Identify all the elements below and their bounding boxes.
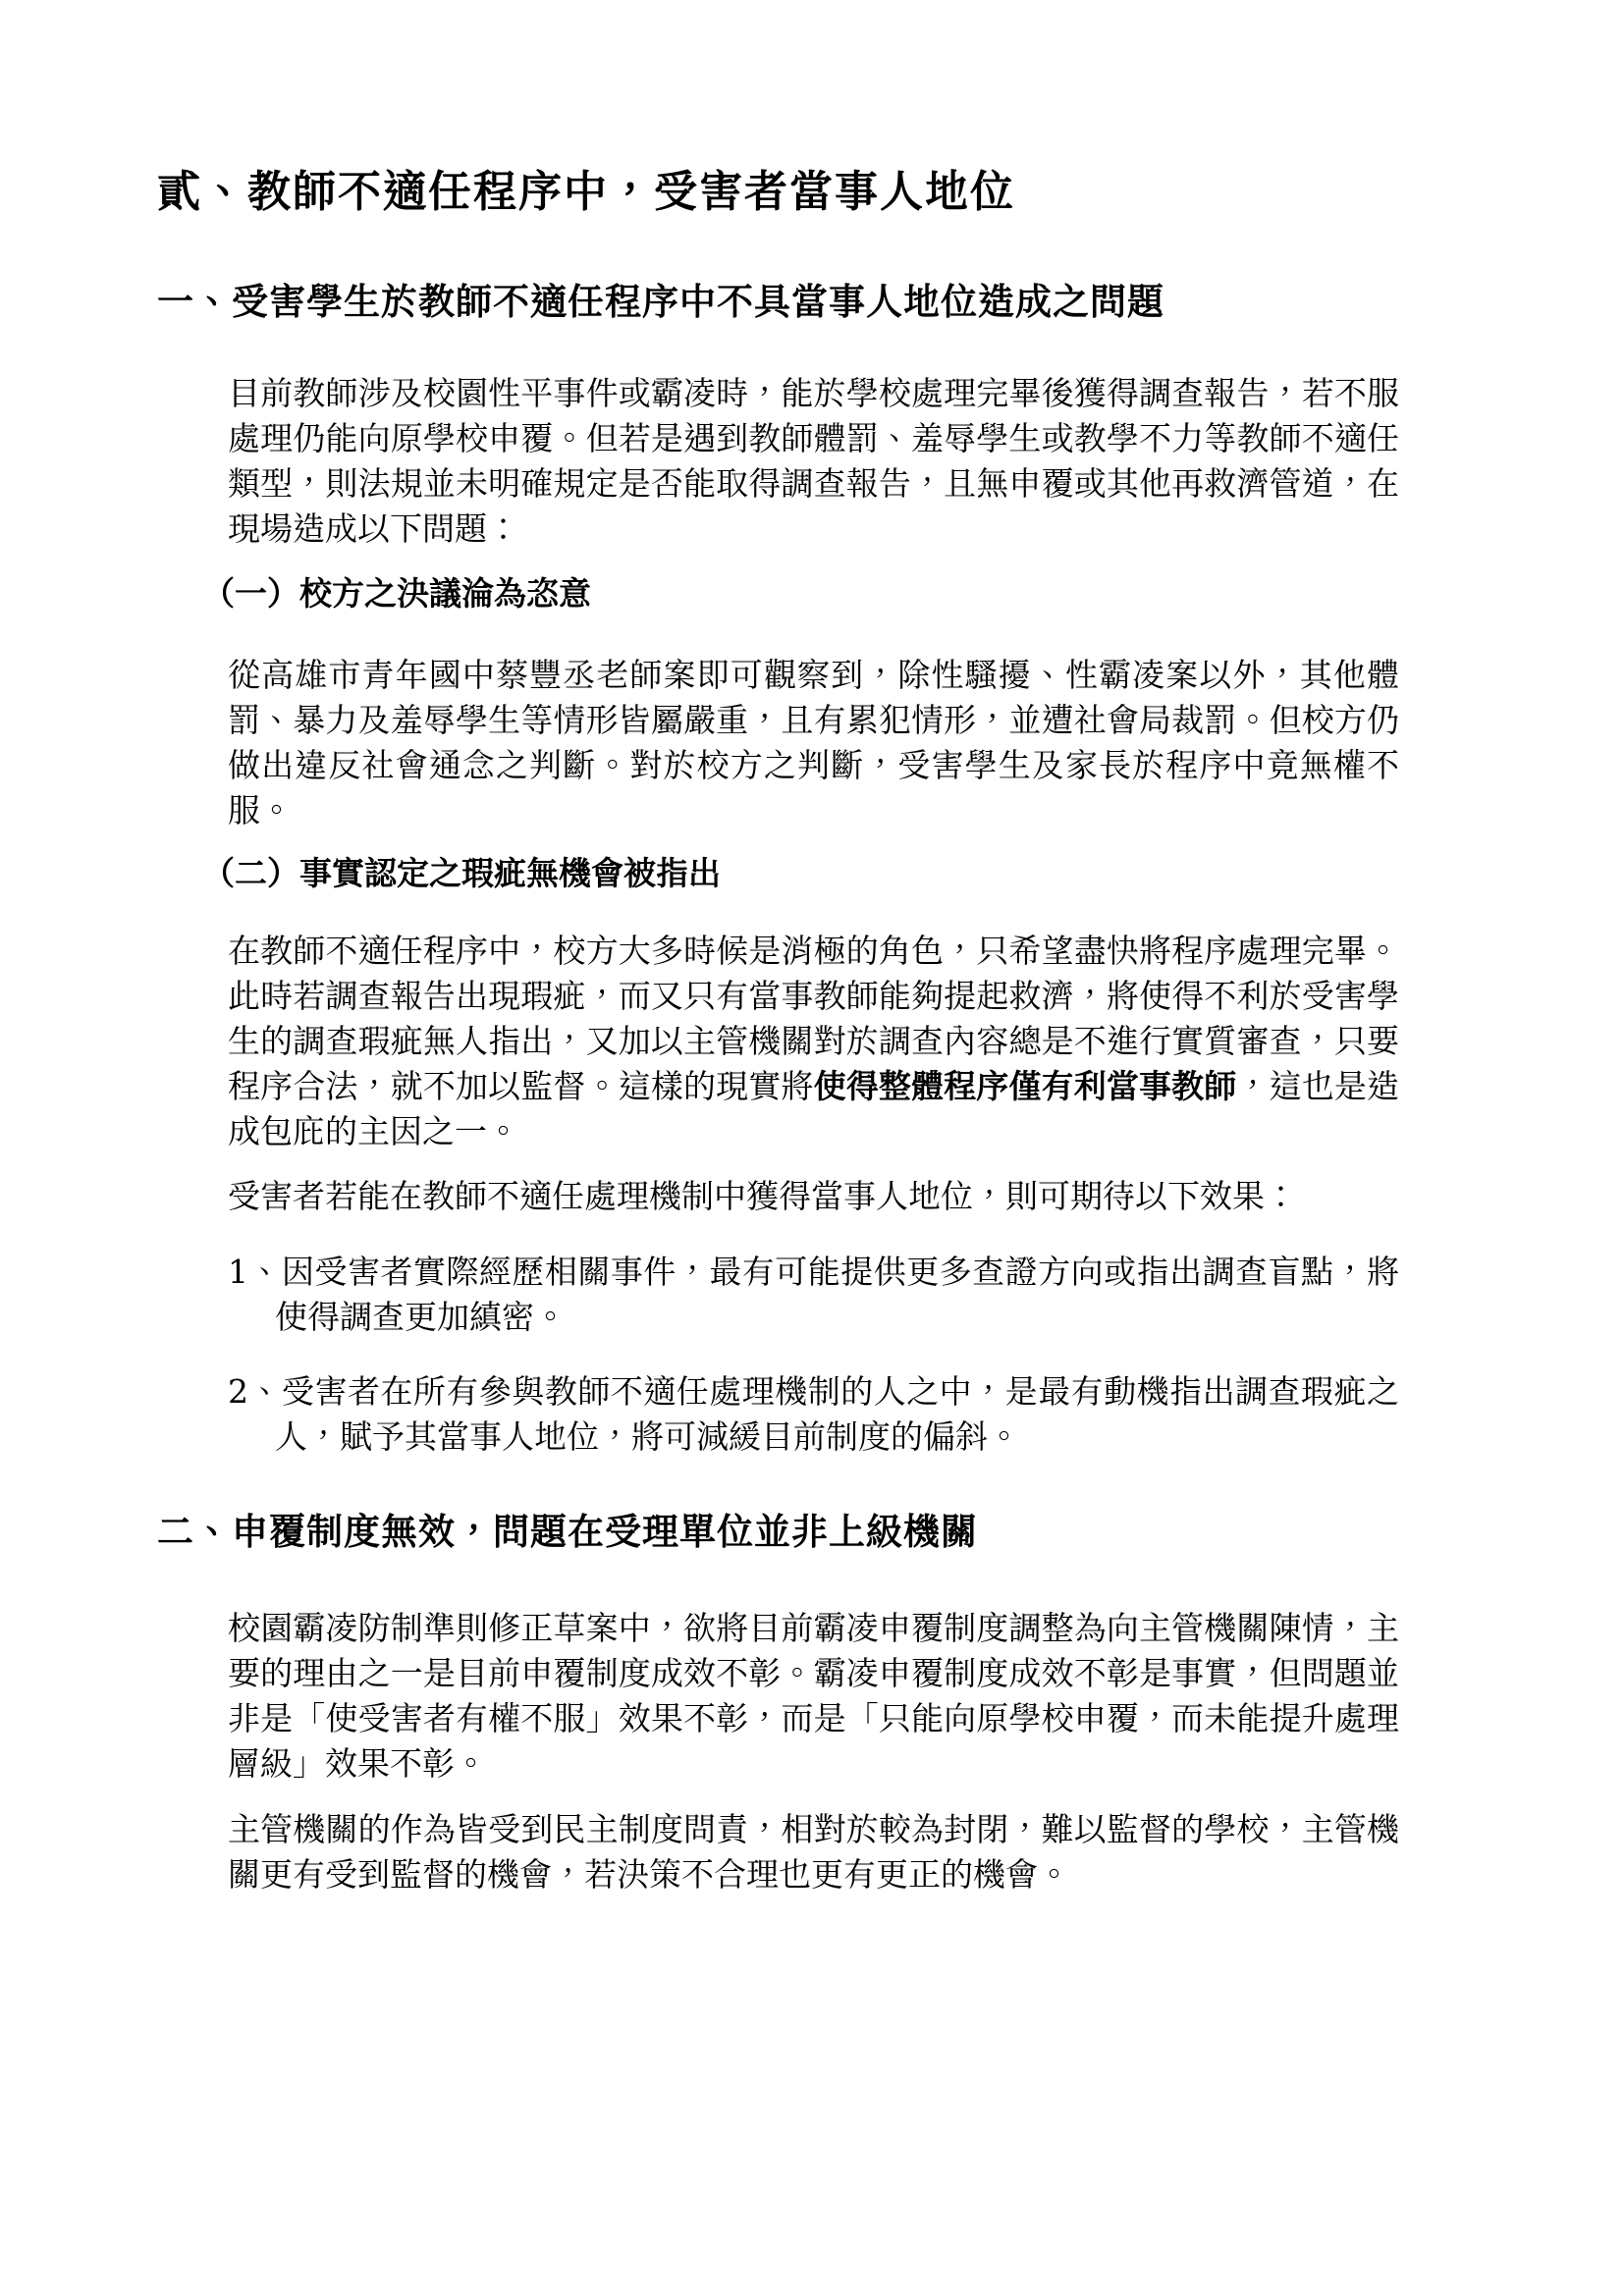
subsection-2-text-bold: 使得整體程序僅有利當事教師 <box>813 1067 1237 1105</box>
expected-effects-intro-paragraph: 受害者若能在教師不適任處理機制中獲得當事人地位，則可期待以下效果： <box>228 1177 1297 1215</box>
section-2-heading: 二、申覆制度無效，問題在受理單位並非上級機關 <box>157 1510 978 1553</box>
section-1-heading: 一、受害學生於教師不適任程序中不具當事人地位造成之問題 <box>157 280 1164 323</box>
subsection-1-heading: （一）校方之決議淪為恣意 <box>202 574 591 613</box>
list-item-1-number: 1、 <box>228 1253 282 1291</box>
subsection-1-paragraph: 從高雄市青年國中蔡豐丞老師案即可觀察到，除性騷擾、性霸凌案以外，其他體罰、暴力及羞辱學生等情形皆屬嚴重，且有累犯情形，並遭社會局裁罰。但校方仍做出違反社會通念之判斷。對於校方之判斷，受害學生及家長於程序中竟無權不服。 <box>228 656 1399 829</box>
section-2-paragraph-1: 校園霸凌防制準則修正草案中，欲將目前霸凌申覆制度調整為向主管機關陳情，主要的理由之一是目前申覆制度成效不彰。霸凌申覆制度成效不彰是事實，但問題並非是「使受害者有權不服」效果不彰，而是「只能向原學校申覆，而未能提升處理層級」效果不彰。 <box>228 1609 1399 1783</box>
subsection-2-text-post: ，這也是造成包庇的主因之一。 <box>228 1067 1400 1150</box>
subsection-2-heading: （二）事實認定之瑕疵無機會被指出 <box>202 854 721 892</box>
list-item-1 <box>228 1250 1399 1340</box>
document-title: 貳、教師不適任程序中，受害者當事人地位 <box>157 167 1015 217</box>
subsection-2-paragraph <box>228 929 1399 1154</box>
list-item-1-text: 因受害者實際經歷相關事件，最有可能提供更多查證方向或指出調查盲點，將使得調查更加縝密。 <box>275 1253 1399 1336</box>
list-item-2 <box>228 1369 1399 1460</box>
subsection-2-text-pre: 在教師不適任程序中，校方大多時候是消極的角色，只希望盡快將程序處理完畢。此時若調查報告出現瑕疵，而又只有當事教師能夠提起救濟，將使得不利於受害學生的調查瑕疵無人指出，又加以主管機關對於調查內容總是不進行實質審查，只要程序合法，就不加以監督。這樣的現實將 <box>228 932 1399 1105</box>
list-item-2-number: 2、 <box>228 1372 282 1411</box>
list-item-2-text: 受害者在所有參與教師不適任處理機制的人之中，是最有動機指出調查瑕疵之人，賦予其當事人地位，將可減緩目前制度的偏斜。 <box>275 1372 1399 1456</box>
section-2-paragraph-2: 主管機關的作為皆受到民主制度問責，相對於較為封閉，難以監督的學校，主管機關更有受到監督的機會，若決策不合理也更有更正的機會。 <box>228 1810 1399 1894</box>
section-1-intro-paragraph: 目前教師涉及校園性平事件或霸凌時，能於學校處理完畢後獲得調查報告，若不服處理仍能向原學校申覆。但若是遇到教師體罰、羞辱學生或教學不力等教師不適任類型，則法規並未明確規定是否能取得調查報告，且無申覆或其他再救濟管道，在現場造成以下問題： <box>228 374 1399 548</box>
